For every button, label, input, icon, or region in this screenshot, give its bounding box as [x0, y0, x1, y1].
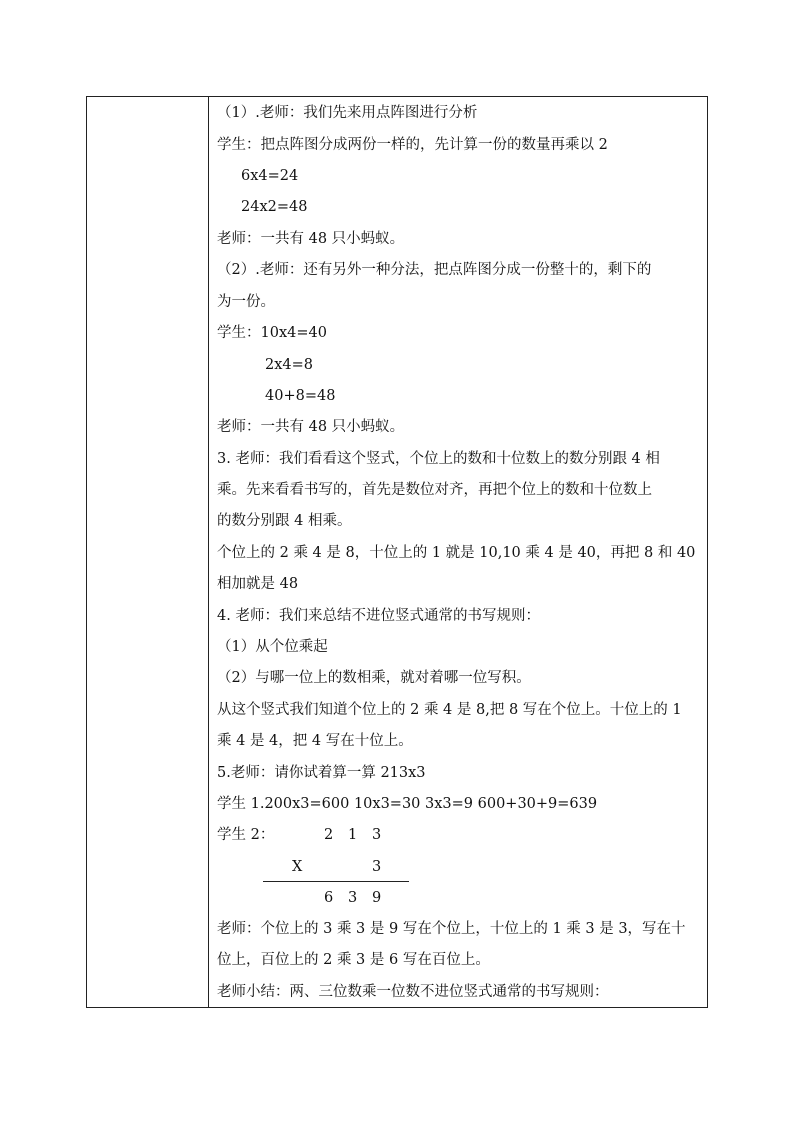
text-line: 从这个竖式我们知道个位上的 2 乘 4 是 8,把 8 写在个位上。十位上的 1 [217, 702, 682, 718]
text-line: 2x4=8 [265, 357, 314, 373]
multiplier-digit: 3 [372, 859, 382, 875]
text-line: （1）.老师：我们先来用点阵图进行分析 [217, 105, 478, 121]
lesson-table [86, 96, 708, 1008]
text-line: 6x4=24 [241, 168, 299, 184]
text-line: 5.老师：请你试着算一算 213x3 [217, 765, 426, 781]
text-line: 为一份。 [217, 294, 275, 310]
product-digit: 9 [372, 890, 382, 906]
text-line: （1）从个位乘起 [217, 639, 328, 655]
text-line: 老师小结：两、三位数乘一位数不进位竖式通常的书写规则： [217, 984, 609, 1000]
text-line: 4. 老师：我们来总结不进位竖式通常的书写规则： [217, 608, 540, 624]
text-line: 老师：一共有 48 只小蚂蚁。 [217, 231, 405, 247]
text-line: 乘。先来看看书写的，首先是数位对齐，再把个位上的数和十位数上 [217, 482, 652, 498]
text-line: 学生：把点阵图分成两份一样的，先计算一份的数量再乘以 2 [217, 137, 608, 153]
text-line: 学生 2： [217, 827, 275, 843]
product-digit: 6 [324, 890, 334, 906]
text-line: 个位上的 2 乘 4 是 8，十位上的 1 就是 10,10 乘 4 是 40，再把 8 和 40 [217, 545, 696, 561]
text-line: 的数分别跟 4 相乘。 [217, 513, 352, 529]
text-line: 老师：一共有 48 只小蚂蚁。 [217, 419, 405, 435]
text-line: 位上，百位上的 2 乘 3 是 6 写在百位上。 [217, 952, 490, 968]
product-digit: 3 [348, 890, 358, 906]
text-line: 学生：10x4=40 [217, 325, 327, 341]
text-line: （2）.老师：还有另外一种分法，把点阵图分成一份整十的，剩下的 [217, 262, 652, 278]
sum-line [263, 881, 409, 882]
text-line: 老师：个位上的 3 乘 3 是 9 写在个位上，十位上的 1 乘 3 是 3，写在十 [217, 921, 686, 937]
text-line: 24x2=48 [241, 199, 308, 215]
column-divider [208, 97, 209, 1007]
multiplicand-digit: 2 [324, 827, 334, 843]
multiplicand-digit: 3 [372, 827, 382, 843]
text-line: （2）与哪一位上的数相乘，就对着哪一位写积。 [217, 670, 531, 686]
text-line: 40+8=48 [265, 388, 336, 404]
text-line: 3. 老师：我们看看这个竖式，个位上的数和十位数上的数分别跟 4 相 [217, 451, 660, 467]
text-line: 乘 4 是 4，把 4 写在十位上。 [217, 733, 413, 749]
multiply-operator: X [292, 859, 303, 875]
text-line: 相加就是 48 [217, 576, 299, 592]
multiplicand-digit: 1 [348, 827, 358, 843]
text-line: 学生 1.200x3=600 10x3=30 3x3=9 600+30+9=639 [217, 796, 598, 812]
